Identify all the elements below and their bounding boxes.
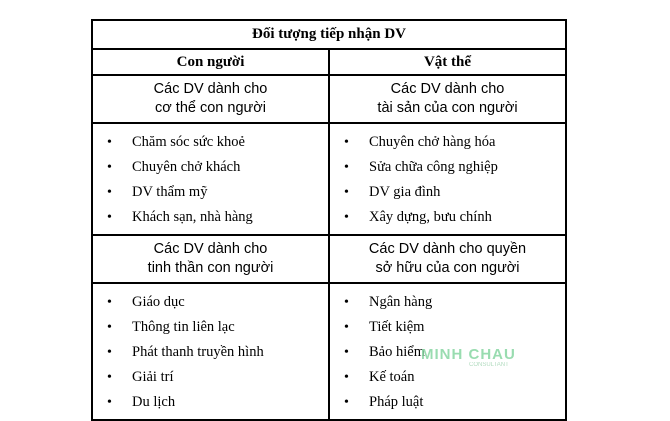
- list-item: • Chuyên chở hàng hóa: [344, 130, 565, 155]
- list-item: • Bảo hiểm: [344, 340, 565, 365]
- list-item: • Phát thanh truyền hình: [107, 340, 328, 365]
- list-item: • Xây dựng, bưu chính: [344, 205, 565, 230]
- list-item: • Giáo dục: [107, 290, 328, 315]
- section-heading-body: Các DV dành cho cơ thể con người: [92, 75, 329, 123]
- list-cell-property-services: [329, 123, 566, 235]
- section-heading-ownership: Các DV dành cho quyền sở hữu của con người: [329, 235, 566, 283]
- column-header-people: Con người: [92, 49, 329, 75]
- section-heading-mind: Các DV dành cho tinh thần con người: [92, 235, 329, 283]
- list-item: • DV gia đình: [344, 180, 565, 205]
- list-cell-mind-services: [92, 283, 329, 420]
- list-item: • Ngân hàng: [344, 290, 565, 315]
- property-services-list: [330, 124, 565, 234]
- section-heading-property: Các DV dành cho tài sản của con người: [329, 75, 566, 123]
- list-item: • Chăm sóc sức khoẻ: [107, 130, 328, 155]
- list-item: • Chuyên chở khách: [107, 155, 328, 180]
- list-item: • Thông tin liên lạc: [107, 315, 328, 340]
- body-services-list: [93, 124, 328, 234]
- list-item: • Kế toán: [344, 365, 565, 390]
- list-item: • Du lịch: [107, 390, 328, 415]
- table-title: Đối tượng tiếp nhận DV: [92, 20, 566, 49]
- list-item: • Sửa chữa công nghiệp: [344, 155, 565, 180]
- watermark-logo: MINH CHAU: [421, 346, 516, 363]
- watermark-logo-sub: CONSULTANT: [469, 362, 509, 368]
- list-item: • Pháp luật: [344, 390, 565, 415]
- list-cell-body-services: [92, 123, 329, 235]
- list-item: • Giải trí: [107, 365, 328, 390]
- column-header-objects: Vật thể: [329, 49, 566, 75]
- list-item: • Tiết kiệm: [344, 315, 565, 340]
- mind-services-list: [93, 284, 328, 419]
- list-item: • Khách sạn, nhà hàng: [107, 205, 328, 230]
- list-item: • DV thẩm mỹ: [107, 180, 328, 205]
